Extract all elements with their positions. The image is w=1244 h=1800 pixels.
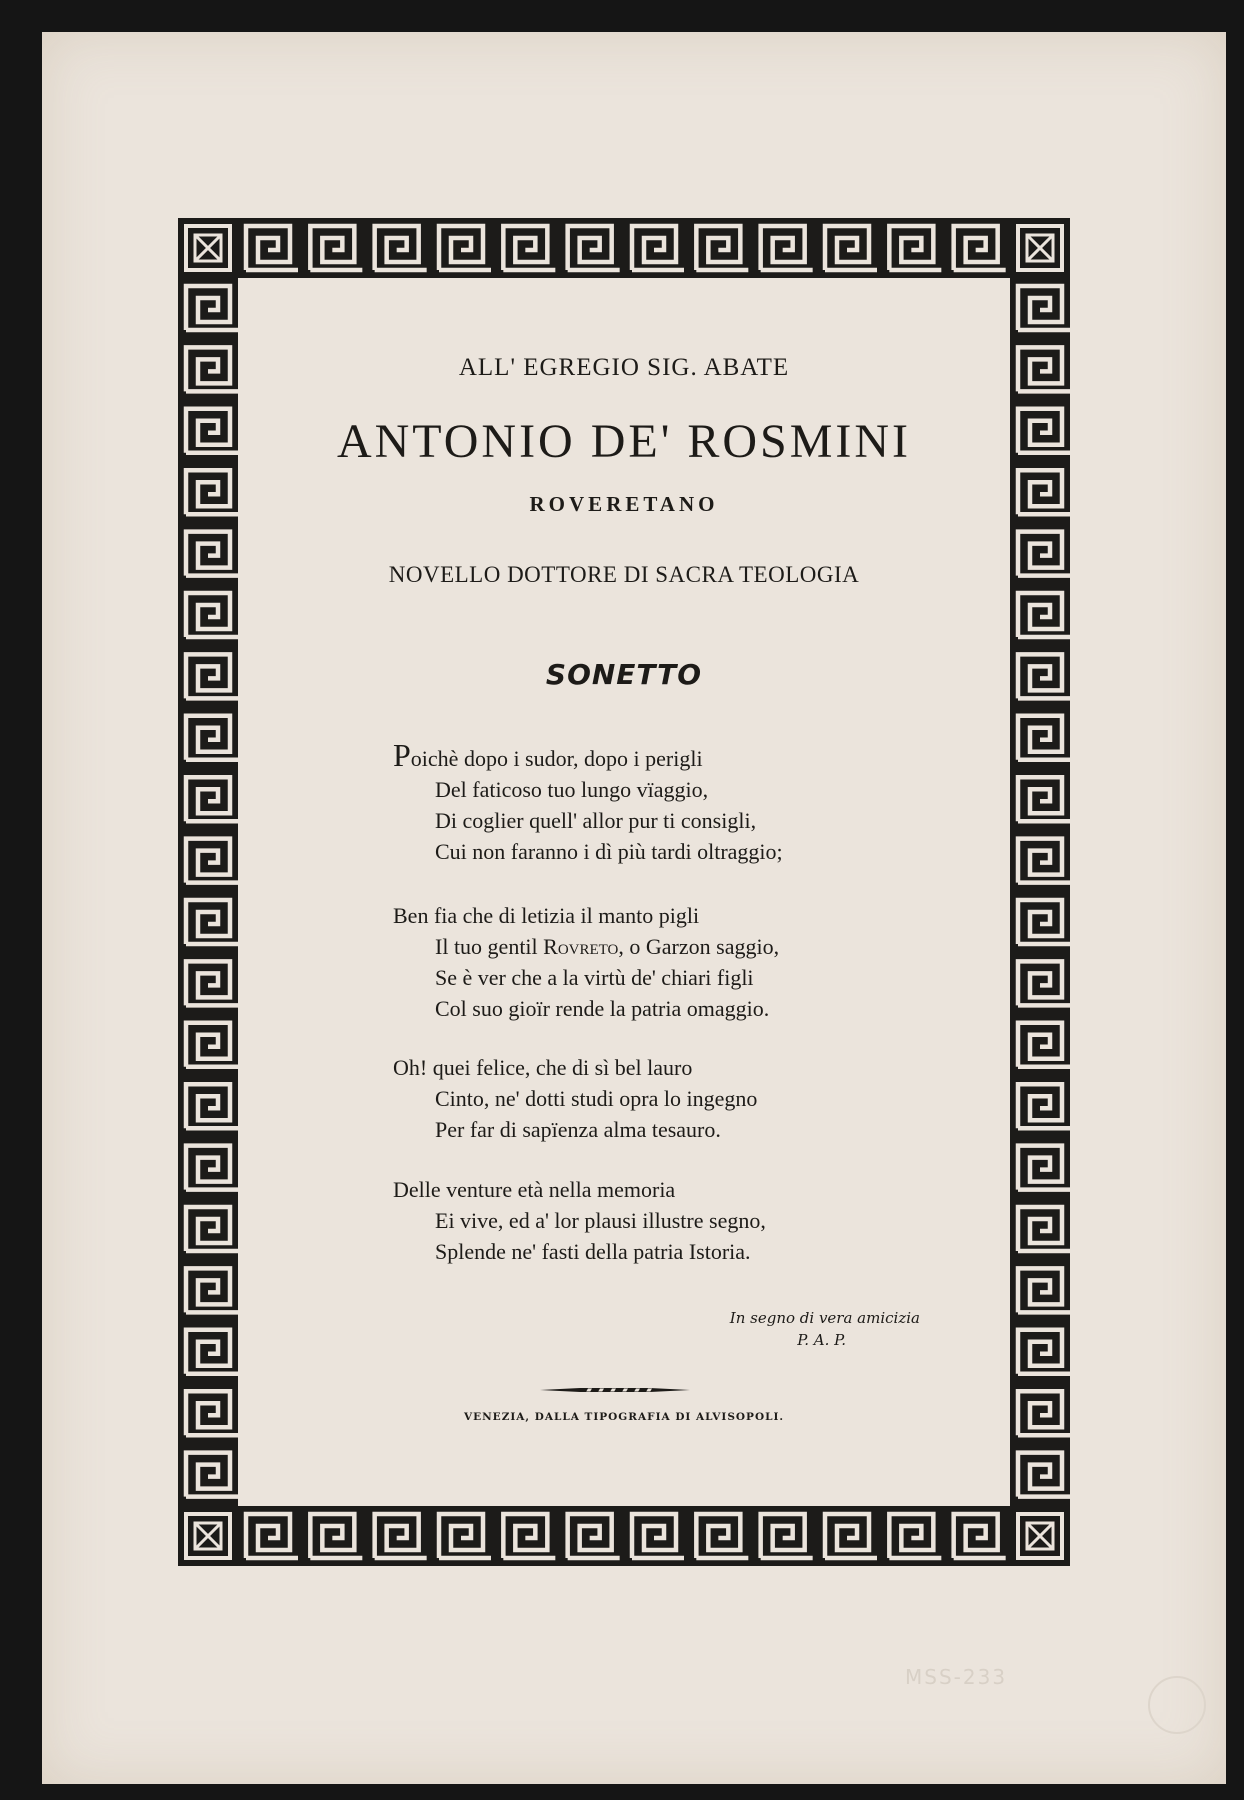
verse-line: Il tuo gentil Rovreto, o Garzon saggio, [435, 934, 780, 959]
printer-imprint: VENEZIA, DALLA TIPOGRAFIA DI ALVISOPOLI. [463, 1411, 785, 1423]
verse-line: Cinto, ne' dotti studi opra lo ingegno [435, 1086, 758, 1111]
honoree-city: ROVERETANO [529, 492, 719, 516]
honoree-name: ANTONIO DE' ROSMINI [336, 415, 912, 468]
stanza-2 [393, 900, 779, 1024]
ornament-rule [540, 1385, 690, 1395]
verse-line: Delle venture età nella memoria [393, 1177, 676, 1202]
stanza-1 [393, 737, 783, 867]
verse-line: Di coglier quell' allor pur ti consigli, [435, 808, 757, 833]
signature-initials: P. A. P. [797, 1331, 846, 1349]
verse-line: Col suo gioïr rende la patria omaggio. [435, 996, 770, 1021]
stanza-4 [393, 1174, 766, 1267]
stamp-circle-icon [1148, 1676, 1206, 1734]
poem-title: SONETTO [545, 658, 703, 691]
signature-block [238, 1307, 920, 1351]
verse-line: Poichè dopo i sudor, dopo i perigli [393, 737, 703, 773]
verse-line: Del faticoso tuo lungo vïaggio, [435, 777, 709, 802]
drop-cap: P [393, 737, 411, 773]
verse-line: Splende ne' fasti della patria Istoria. [435, 1239, 751, 1264]
degree-line: NOVELLO DOTTORE DI SACRA TEOLOGIA [388, 562, 860, 587]
verse-line: Se è ver che a la virtù de' chiari figli [435, 965, 754, 990]
dedication-line: ALL' EGREGIO SIG. ABATE [458, 354, 790, 381]
verse-line: Per far di sapïenza alma tesauro. [435, 1117, 721, 1142]
signature-text: In segno di vera amicizia [729, 1309, 920, 1327]
verse-line: Ei vive, ed a' lor plausi illustre segno, [435, 1208, 766, 1233]
stanza-3 [393, 1052, 757, 1145]
verse-line: Oh! quei felice, che di sì bel lauro [393, 1055, 693, 1080]
verse-line: Cui non faranno i dì più tardi oltraggio; [435, 839, 783, 864]
place-name: Rovreto [543, 934, 619, 959]
verse-line: Ben fia che di letizia il manto pigli [393, 903, 700, 928]
archive-stamp: MSS-233 [905, 1665, 1008, 1689]
